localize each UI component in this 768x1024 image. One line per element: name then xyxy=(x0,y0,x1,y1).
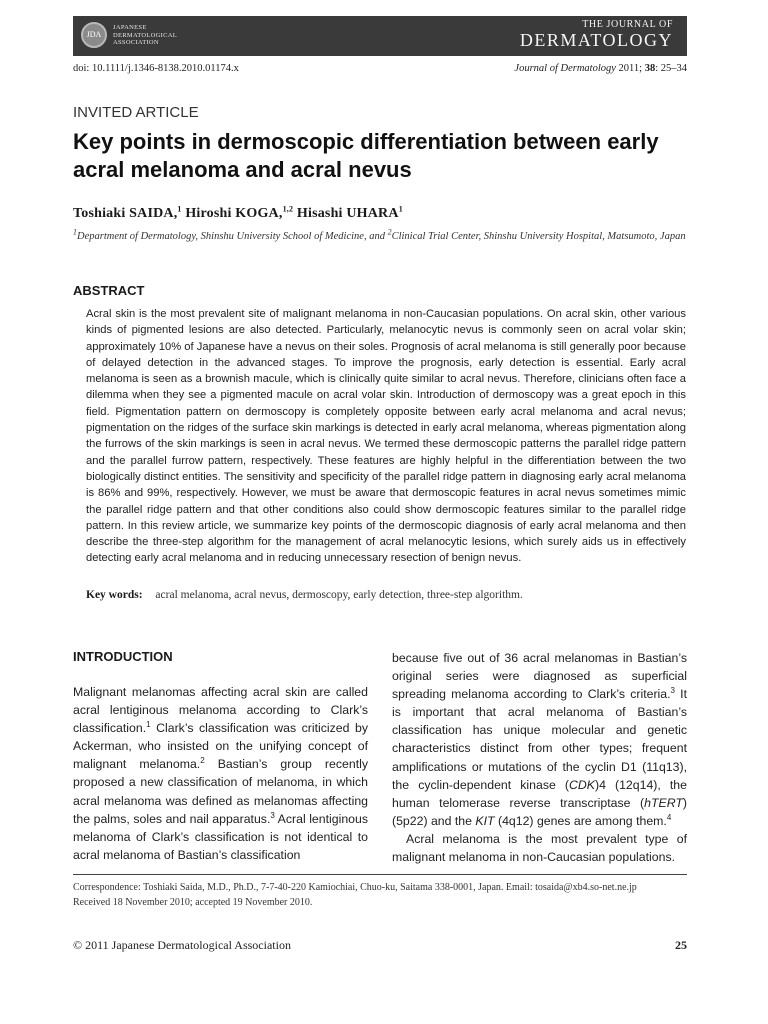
society-logo xyxy=(81,22,231,50)
journal-pages: : 25–34 xyxy=(655,63,687,74)
society-seal xyxy=(81,22,107,48)
citation: 3 xyxy=(670,686,675,696)
received-dates: Received 18 November 2010; accepted 19 November 2010. xyxy=(73,896,313,908)
correspondence-address: Correspondence: Toshiaki Saida, M.D., Ph.D., 7-7-40-220 Kamiochiai, Chuo-ku, Saitama 338-0001, Japan. Email: tosaida@xb4.so-net.ne.jp xyxy=(73,882,637,893)
keywords xyxy=(86,589,523,601)
introduction-heading: INTRODUCTION xyxy=(73,649,173,664)
society-name: JAPANESE DERMATOLOGICAL ASSOCIATION xyxy=(113,24,177,46)
journal-year: 2011; xyxy=(618,63,643,74)
abstract-heading: ABSTRACT xyxy=(73,283,145,298)
journal-title xyxy=(520,19,673,50)
seal-text: JDA xyxy=(86,30,102,39)
citation: 1 xyxy=(146,720,151,730)
author-name: Hiroshi KOGA, xyxy=(185,206,283,221)
citation: 4 xyxy=(666,812,672,822)
affiliation-1: Department of Dermatology, Shinshu University School of Medicine, and xyxy=(77,231,388,242)
article-type: INVITED ARTICLE xyxy=(73,104,199,121)
affiliations: $^1$Department of Dermatology, Shinshu University School of Medicine, and $^2$Clinical Trial Center, Shinshu University Hospital, Matsumoto, Japan xyxy=(73,227,686,242)
journal-title-big: DERMATOLOGY xyxy=(519,30,673,50)
journal-reference xyxy=(514,63,687,74)
author-name: Hisashi UHARA xyxy=(296,206,399,221)
author-list xyxy=(73,206,403,222)
citation: 3 xyxy=(270,810,275,820)
introduction-column-1: Malignant melanomas affecting acral skin are called acral lentiginous melanoma according to Clark’s classification.$^1$ Clark’s classification was criticized by Ackerman, who insisted on the unifying concept of malignant melanoma.$^2$ Bastian’s group recently proposed a new classification of melanoma, in which acral melanoma was defined as melanomas affecting the palms, soles and nail apparatus.$^3$ Acral lentiginous melanoma of Clark’s classification is not identical to acral melanoma of Bastian’s classification xyxy=(73,685,368,862)
introduction-column-2: because five out of 36 acral melanomas in Bastian’s original series were diagnosed as superficial spreading melanoma according to Clark’s criteria.$^3$ It is important that acral melanoma of Bastian’s classification has unique molecular and genetic characteristics distinct from other types; frequent amplifications or mutations of the cyclin D1 (11q13), the cyclin-dependent kinase (CDK)4 (12q14), the human telomerase reverse transcriptase (hTERT) (5p22) and the KIT (4q12) genes are among them.$^4$ Acral melanoma is the most prevalent type of malignant melanoma in non-Caucasian populations. xyxy=(392,649,687,866)
doi: doi: 10.1111/j.1346-8138.2010.01174.x xyxy=(73,63,239,74)
correspondence-note xyxy=(73,881,687,910)
page-number: 25 xyxy=(675,938,687,952)
keywords-label: Key words: xyxy=(86,589,143,601)
journal-name: Journal of Dermatology xyxy=(514,63,616,74)
author-affil-sup: 1 xyxy=(177,204,182,214)
affiliation-2: Clinical Trial Center, Shinshu University Hospital, Matsumoto, Japan xyxy=(391,231,686,242)
article-title: Key points in dermoscopic differentiation between early acral melanoma and acral nevus xyxy=(73,129,659,182)
journal-header-band xyxy=(73,16,687,56)
journal-volume: 38 xyxy=(644,63,656,74)
author-affil-sup: 1,2 xyxy=(282,204,294,214)
copyright-notice: © 2011 Japanese Dermatological Association xyxy=(73,938,291,952)
introduction-paragraph-2: Acral melanoma is the most prevalent type of malignant melanoma in non-Caucasian populations. xyxy=(392,831,687,865)
keywords-list: acral melanoma, acral nevus, dermoscopy, early detection, three-step algorithm. xyxy=(155,589,523,601)
citation: 2 xyxy=(200,756,205,766)
author-affil-sup: 1 xyxy=(398,204,403,214)
footnote-divider xyxy=(73,874,687,875)
journal-title-small: THE JOURNAL OF xyxy=(582,19,673,30)
author-name: Toshiaki SAIDA, xyxy=(73,206,178,221)
abstract-body: Acral skin is the most prevalent site of malignant melanoma in non-Caucasian populations. On acral skin, other various kinds of pigmented lesions are also detected. Particularly, melanocytic nevus is commonly seen on acral volar skin; approximately 10% of Japanese have a nevus on their soles. Prognosis of acral melanoma is still generally poor because of delayed detection in the advanced stages. To improve the prognosis, early detection is essential. Early acral melanoma is seen as a brownish macule, which is clinically quite similar to acral nevus. Therefore, clinicians often face a dilemma when they see a pigmented macule on acral volar skin. Introduction of dermoscopy was a great epoch in this field. Pigmentation pattern on dermoscopy is completely opposite between early acral melanoma and acral nevus; pigmentation on the ridges of the surface skin markings is detected in early acral melanoma, whereas pigmentation along the furrows of the skin markings is seen in acral nevus. We termed these dermoscopic patterns the parallel ridge pattern and the parallel furrow pattern, respectively. These features are highly helpful in the differentiation between the two biologically distinct entities. The sensitivity and specificity of the parallel ridge pattern in diagnosing early acral melanoma is 86% and 99%, respectively. However, we must be aware that dermoscopic features in acral nevus sometimes mimic the parallel ridge pattern and that other conditions also could show dermoscopic features similar to the parallel ridge pattern. In this review article, we summarize key points of the dermoscopic diagnosis of early acral melanoma and then describe the three-step algorithm for the management of acral melanocytic lesions, which surely aids us in effectively detecting early acral melanoma and in reducing unnecessary resection of benign nevus. xyxy=(86,308,686,565)
